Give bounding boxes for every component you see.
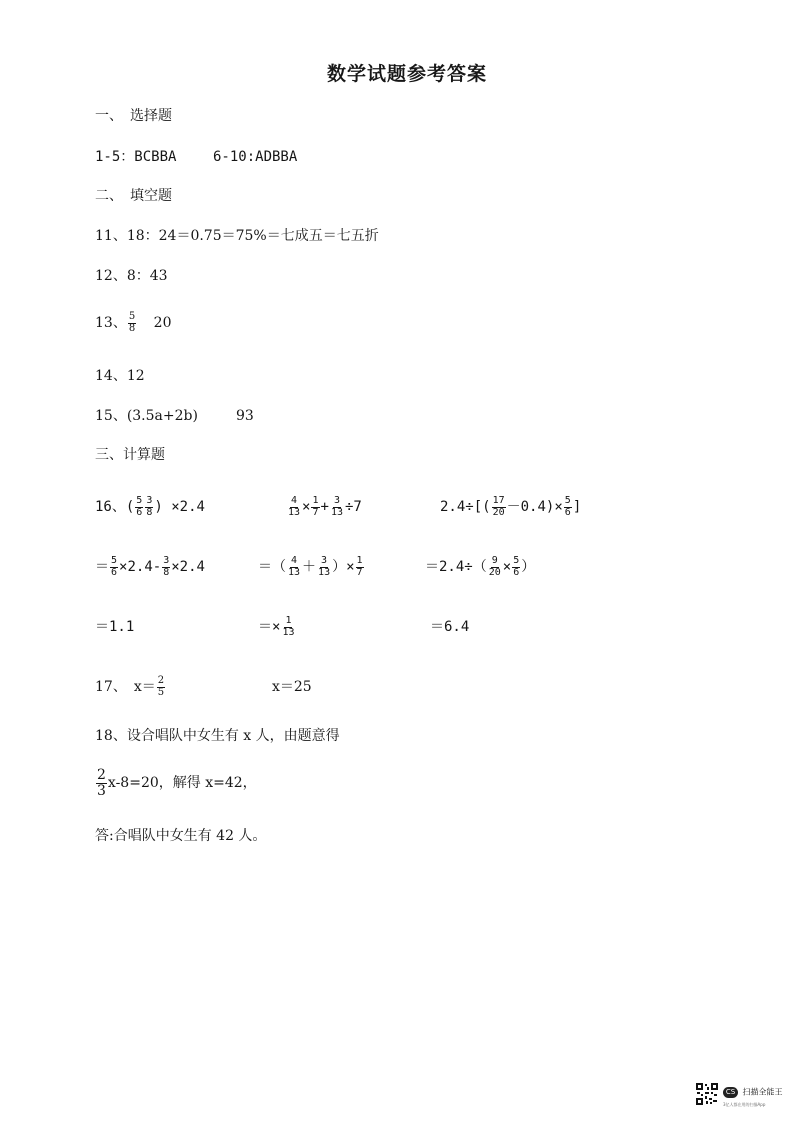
- fraction-denominator: 3: [97, 782, 106, 799]
- expr-text: 17、 x＝: [95, 679, 156, 695]
- expr-text: ＝（: [258, 559, 286, 575]
- fraction: [162, 556, 170, 578]
- answer-choice-6-10: 6-10:ADBBA: [213, 149, 298, 165]
- operator: ×: [502, 559, 512, 575]
- fraction-numerator: 3: [163, 555, 170, 566]
- fraction: [145, 496, 153, 518]
- fraction-numerator: 5: [564, 495, 571, 506]
- fraction-denominator: 6: [513, 566, 520, 578]
- fraction-denominator: 6: [111, 566, 118, 578]
- fraction: [287, 556, 301, 578]
- fraction: [356, 556, 364, 578]
- expr-text: 2.4÷[(: [440, 499, 491, 515]
- section-heading-calc: 三、计算题: [95, 447, 165, 463]
- fraction-denominator: 8: [128, 322, 136, 334]
- calc-q16-c-line2: [425, 556, 535, 578]
- calc-q16-c-line1: [440, 496, 581, 518]
- answer-q15-value: 93: [236, 408, 254, 424]
- answer-q13: [95, 312, 171, 334]
- expr-text: ）: [521, 559, 536, 575]
- scanner-tagline: 3亿人都在用的扫描App: [723, 1102, 766, 1107]
- fraction-denominator: 5: [157, 686, 165, 698]
- section-heading-fill: 二、 填空题: [95, 188, 172, 204]
- scanner-watermark: [723, 1084, 782, 1108]
- page-title: 数学试题参考答案: [327, 63, 488, 85]
- fraction-numerator: 2: [157, 675, 165, 686]
- q13-fraction: [128, 312, 136, 334]
- fraction-numerator: 3: [333, 495, 340, 506]
- fraction: [330, 496, 344, 518]
- expr-text: ）×: [332, 559, 355, 575]
- answer-q11: 11、18：24＝0.75＝75%＝七成五＝七五折: [95, 228, 379, 244]
- fraction: [492, 496, 506, 518]
- scanner-app-name: 扫描全能王: [742, 1087, 783, 1097]
- fraction-numerator: 3: [146, 495, 153, 506]
- answer-q14: 14、12: [95, 368, 145, 384]
- fraction-denominator: 13: [282, 626, 295, 638]
- operator: ×: [302, 499, 311, 515]
- fraction-numerator: 5: [136, 495, 143, 506]
- expr-text: ＝: [95, 559, 109, 575]
- expr-text: ) ×2.4: [154, 499, 205, 515]
- expr-text: ]: [572, 499, 582, 515]
- expr-text: ＝2.4÷（: [425, 559, 487, 575]
- q13-value: 20: [153, 315, 172, 331]
- fraction-numerator: 4: [291, 495, 298, 506]
- expr-text: 16、(: [95, 499, 135, 515]
- operator: +: [320, 499, 329, 515]
- fraction: [512, 556, 520, 578]
- fraction-denominator: 6: [136, 506, 143, 518]
- fraction: [287, 496, 301, 518]
- qr-code-icon: [696, 1083, 718, 1105]
- expr-text: ×2.4: [171, 559, 205, 575]
- expr-text: ÷7: [345, 499, 362, 515]
- answer-choice-1-5: 1-5：BCBBA: [95, 149, 177, 165]
- answer-q12: 12、8：43: [95, 268, 168, 284]
- expr-text: －0.4)×: [506, 499, 563, 515]
- operator: ＋: [302, 559, 317, 575]
- fraction-denominator: 7: [312, 506, 319, 518]
- fraction-numerator: 5: [128, 311, 136, 322]
- fraction-denominator: 8: [146, 506, 153, 518]
- fraction-denominator: 13: [318, 566, 331, 578]
- fraction-numerator: 1: [285, 615, 292, 626]
- fraction: [110, 556, 118, 578]
- answer-q18-conclusion: 答:合唱队中女生有 42 人。: [95, 828, 267, 844]
- fraction-numerator: 5: [111, 555, 118, 566]
- expr-text: ×2.4-: [119, 559, 162, 575]
- fraction: [317, 556, 331, 578]
- fraction-denominator: 13: [288, 506, 301, 518]
- q13-label: 13、: [95, 315, 127, 331]
- calc-q16-b-line1: [286, 496, 362, 518]
- fraction-denominator: 13: [330, 506, 343, 518]
- answer-q18-setup: 18、设合唱队中女生有 x 人，由题意得: [95, 728, 340, 744]
- fraction-denominator: 8: [163, 566, 170, 578]
- fraction-numerator: 1: [356, 555, 363, 566]
- fraction-denominator: 20: [488, 566, 501, 578]
- fraction: [281, 616, 295, 638]
- answer-q17-a: [95, 676, 166, 698]
- fraction: [488, 556, 502, 578]
- fraction: [157, 676, 165, 698]
- calc-q16-a-result: ＝1.1: [95, 619, 135, 635]
- fraction-numerator: 4: [291, 555, 298, 566]
- calc-q16-b-result: [258, 616, 296, 638]
- fraction: [96, 768, 107, 798]
- fraction: [311, 496, 319, 518]
- fraction-denominator: 13: [288, 566, 301, 578]
- answer-q17-b: x＝25: [272, 679, 312, 695]
- fraction-numerator: 17: [492, 495, 505, 506]
- fraction-numerator: 3: [321, 555, 328, 566]
- calc-q16-a-line2: [95, 556, 205, 578]
- fraction-numerator: 1: [312, 495, 319, 506]
- scanner-logo-icon: CS: [723, 1087, 738, 1098]
- fraction-numerator: 2: [97, 767, 106, 783]
- section-heading-choice: 一、 选择题: [95, 108, 172, 124]
- answer-q15-expression: 15、(3.5a+2b): [95, 408, 198, 424]
- fraction-denominator: 7: [356, 566, 363, 578]
- expr-text: ＝×: [258, 619, 281, 635]
- fraction: [564, 496, 572, 518]
- calc-q16-c-result: ＝6.4: [430, 619, 470, 635]
- fraction-numerator: 9: [491, 555, 498, 566]
- fraction: [135, 496, 143, 518]
- fraction-denominator: 6: [564, 506, 571, 518]
- calc-q16-b-line2: [258, 556, 365, 578]
- fraction-denominator: 20: [492, 506, 505, 518]
- fraction-numerator: 5: [513, 555, 520, 566]
- expr-text: x-8=20，解得 x=42，: [107, 775, 257, 792]
- calc-q16-a-line1: [95, 496, 205, 518]
- answer-q18-equation: [95, 768, 257, 798]
